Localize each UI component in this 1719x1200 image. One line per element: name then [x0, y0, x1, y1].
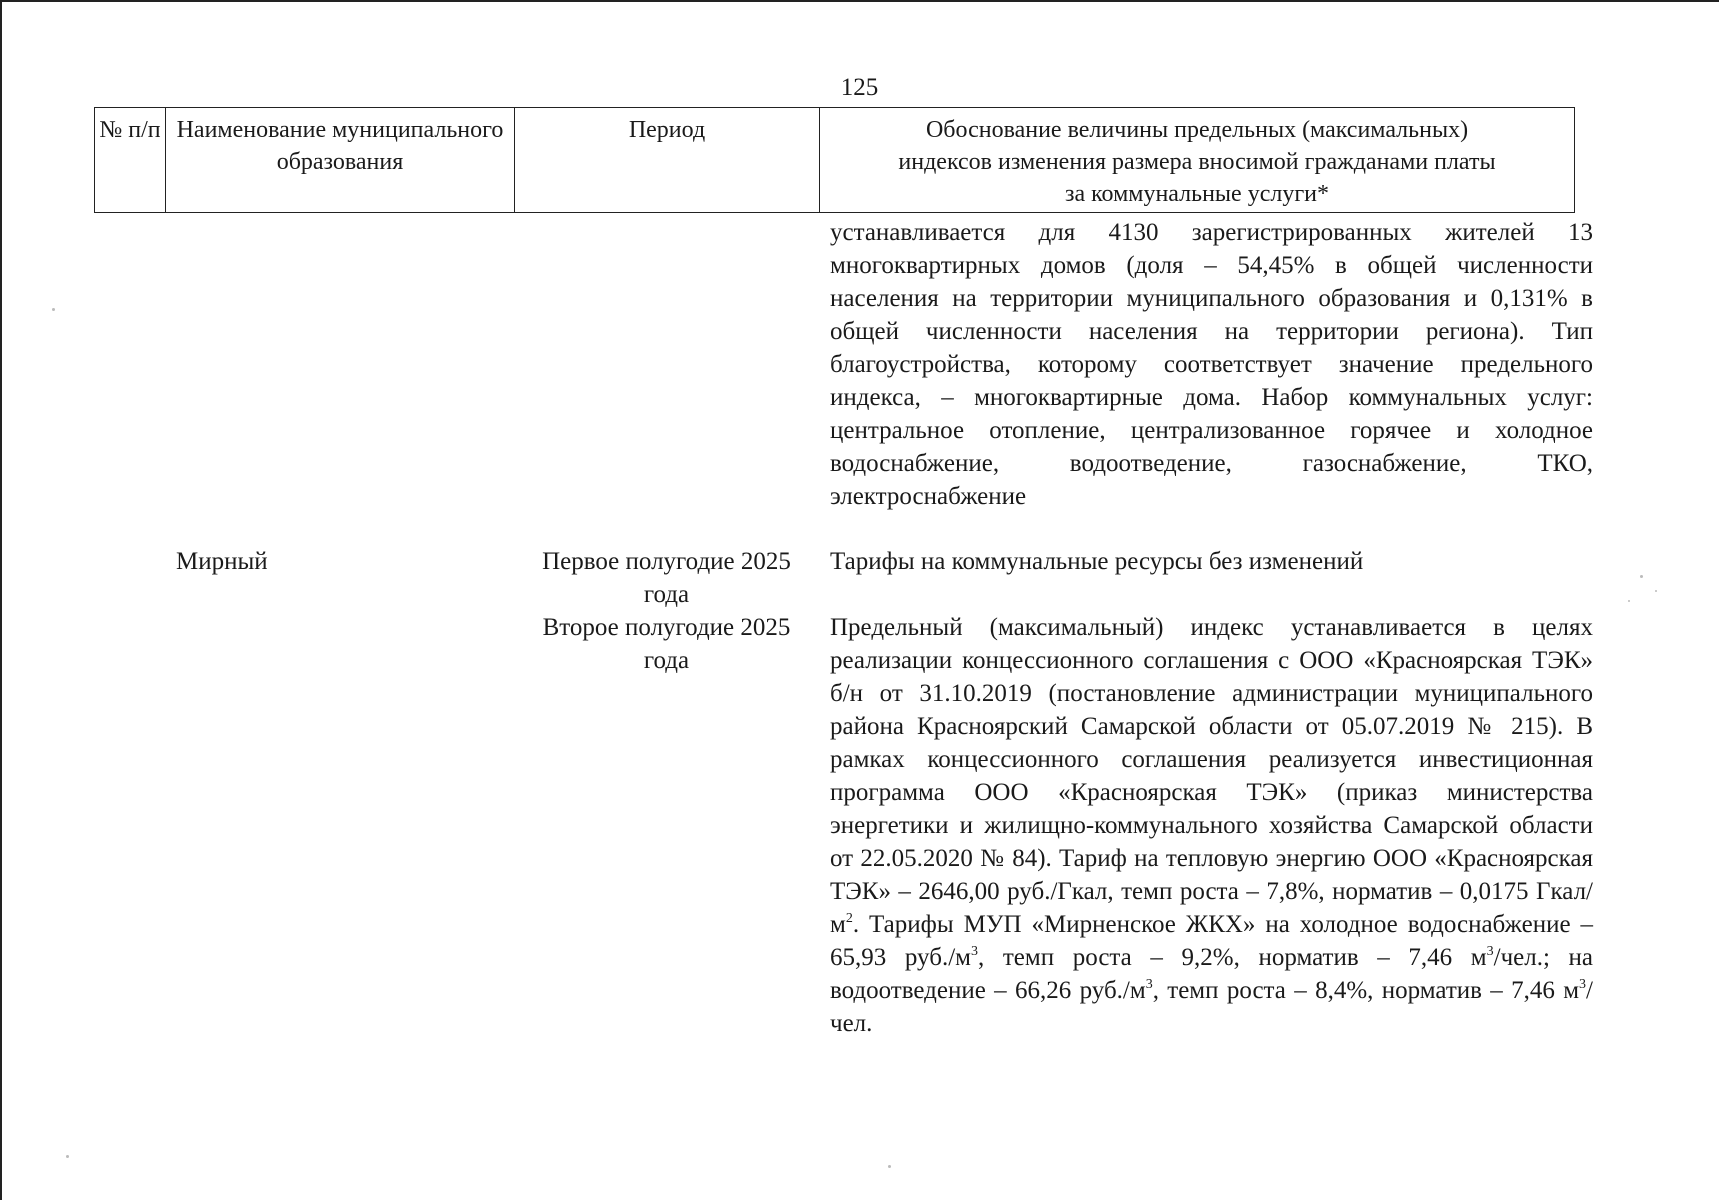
header-col-justification [820, 108, 1574, 212]
scan-speck [66, 1155, 69, 1158]
scan-speck [1640, 575, 1643, 578]
period-second-half: Второе полугодие 2025 года [542, 614, 791, 674]
superscript-3: 3 [1579, 977, 1587, 992]
superscript-3: 3 [970, 944, 978, 959]
scan-speck [888, 1165, 891, 1168]
superscript-3: 3 [1486, 944, 1494, 959]
justification-part-b: . Тарифы МУП «Мирненское ЖКХ» на холодное водоснабжение – 65,93 руб./м [830, 911, 1593, 971]
justification-part-f: /чел. [830, 977, 1593, 1037]
header-justification-line-3: за коммунальные услуги* [1064, 181, 1330, 207]
justification-part-a: Предельный (максимальный) индекс устанавливается в целях реализации концессионного соглашения с ООО «Красноярская ТЭК» б/н от 31.10.2019 (постановление администрации муниципального района Красноярский Самарской области от 05.07.2019 № 215). В рамках концессионного соглашения реализуется инвестиционная программа ООО «Красноярская ТЭК» (приказ министерства энергетики и жилищно-коммунального хозяйства Самарской области от 22.05.2020 № 84). Тариф на тепловую энергию ООО «Красноярская ТЭК» – 2646,00 руб./Гкал, темп роста – 7,8%, норматив – 0,0175 Гкал/м [830, 614, 1593, 938]
superscript-2: 2 [845, 911, 853, 926]
header-justification-line-2: индексов изменения размера вносимой гражданами платы [898, 149, 1496, 175]
justification-part-d: /чел.; на водоотведение – 66,26 руб./м [830, 944, 1594, 1004]
page-left-border [0, 0, 2, 1200]
header-col-period: Период [515, 108, 820, 212]
period-second-half-text [830, 611, 1593, 1040]
header-justification-line-1: Обоснование величины предельных (максимальных) [925, 117, 1469, 143]
page-number: 125 [840, 74, 879, 101]
scan-speck [52, 308, 55, 311]
table-header [94, 107, 1575, 213]
scan-speck [1628, 600, 1630, 602]
header-col-municipality: Наименование муниципального образования [166, 108, 515, 212]
municipality-name: Мирный [176, 548, 268, 575]
justification-part-e: , темп роста – 8,4%, норматив – 7,46 м [1152, 977, 1580, 1004]
justification-part-c: , темп роста – 9,2%, норматив – 7,46 м [977, 944, 1487, 971]
period-first-half-text: Тарифы на коммунальные ресурсы без изменений [830, 548, 1364, 575]
page-top-border [0, 0, 1719, 2]
scan-speck [1655, 590, 1657, 592]
period-first-half: Первое полугодие 2025 года [542, 548, 791, 608]
continuation-text: устанавливается для 4130 зарегистрированных жителей 13 многоквартирных домов (доля – 54,45% в общей численности населения на территории муниципального образования и 0,131% в общей численности населения на территории региона). Тип благоустройства, которому соответствует значение предельного индекса, – многоквартирные дома. Набор коммунальных услуг: центральное отопление, централизованное горячее и холодное водоснабжение, водоотведение, газоснабжение, ТКО, электроснабжение [830, 219, 1593, 510]
superscript-3: 3 [1145, 977, 1153, 992]
header-col-number: № п/п [95, 108, 166, 212]
